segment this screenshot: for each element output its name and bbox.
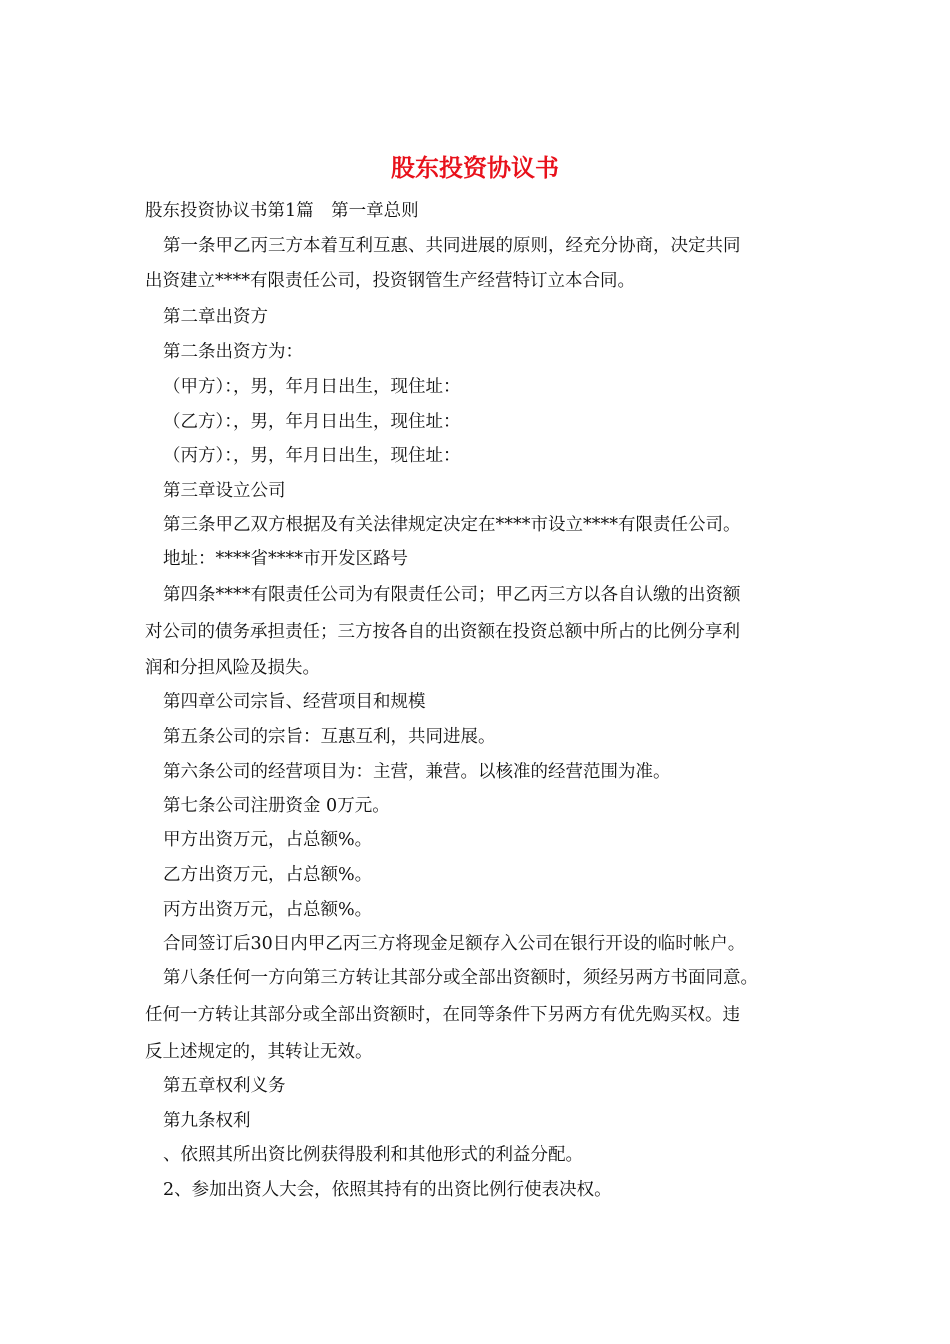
article-8-line-3: 反上述规定的，其转让无效。: [145, 1042, 373, 1062]
heading-chapter-1: 股东投资协议书第1篇 第一章总则: [145, 201, 419, 221]
article-9: 第九条权利: [163, 1111, 251, 1131]
article-3: 第三条甲乙双方根据及有关法律规定决定在****市设立****有限责任公司。: [163, 515, 741, 535]
capital-deposit-clause: 合同签订后30日内甲乙丙三方将现金足额存入公司在银行开设的临时帐户。: [163, 934, 746, 954]
party-c-capital: 丙方出资万元，占总额%。: [163, 900, 373, 920]
article-8-line-2: 任何一方转让其部分或全部出资额时，在同等条件下另两方有优先购买权。违: [145, 1005, 740, 1025]
heading-chapter-2: 第二章出资方: [163, 307, 268, 327]
article-4-line-3: 润和分担风险及损失。: [145, 658, 320, 678]
article-4-line-1: 第四条****有限责任公司为有限责任公司；甲乙丙三方以各自认缴的出资额: [163, 585, 741, 605]
article-1-line-2: 出资建立****有限责任公司，投资钢管生产经营特订立本合同。: [145, 271, 635, 291]
article-2: 第二条出资方为：: [163, 342, 303, 362]
right-item-2: 2、参加出资人大会，依照其持有的出资比例行使表决权。: [163, 1180, 612, 1200]
party-a: （甲方）：，男，年月日出生，现住址：: [163, 377, 461, 397]
document-title: 股东投资协议书: [391, 153, 559, 182]
article-8-line-1: 第八条任何一方向第三方转让其部分或全部出资额时，须经另两方书面同意。: [163, 968, 758, 988]
party-b: （乙方）：，男，年月日出生，现住址：: [163, 412, 461, 432]
party-c: （丙方）：，男，年月日出生，现住址：: [163, 446, 461, 466]
right-item-1: 、依照其所出资比例获得股利和其他形式的利益分配。: [163, 1145, 583, 1165]
heading-chapter-4: 第四章公司宗旨、经营项目和规模: [163, 692, 426, 712]
address: 地址：****省****市开发区路号: [163, 549, 408, 569]
party-a-capital: 甲方出资万元，占总额%。: [163, 830, 373, 850]
heading-chapter-3: 第三章设立公司: [163, 481, 286, 501]
article-5: 第五条公司的宗旨：互惠互利，共同进展。: [163, 727, 496, 747]
party-b-capital: 乙方出资万元，占总额%。: [163, 865, 373, 885]
article-1-line-1: 第一条甲乙丙三方本着互利互惠、共同进展的原则，经充分协商，决定共同: [163, 236, 741, 256]
article-6: 第六条公司的经营项目为：主营，兼营。以核准的经营范围为准。: [163, 762, 671, 782]
article-7: 第七条公司注册资金 0万元。: [163, 796, 390, 816]
article-4-line-2: 对公司的债务承担责任；三方按各自的出资额在投资总额中所占的比例分享利: [145, 622, 740, 642]
heading-chapter-5: 第五章权利义务: [163, 1076, 286, 1096]
